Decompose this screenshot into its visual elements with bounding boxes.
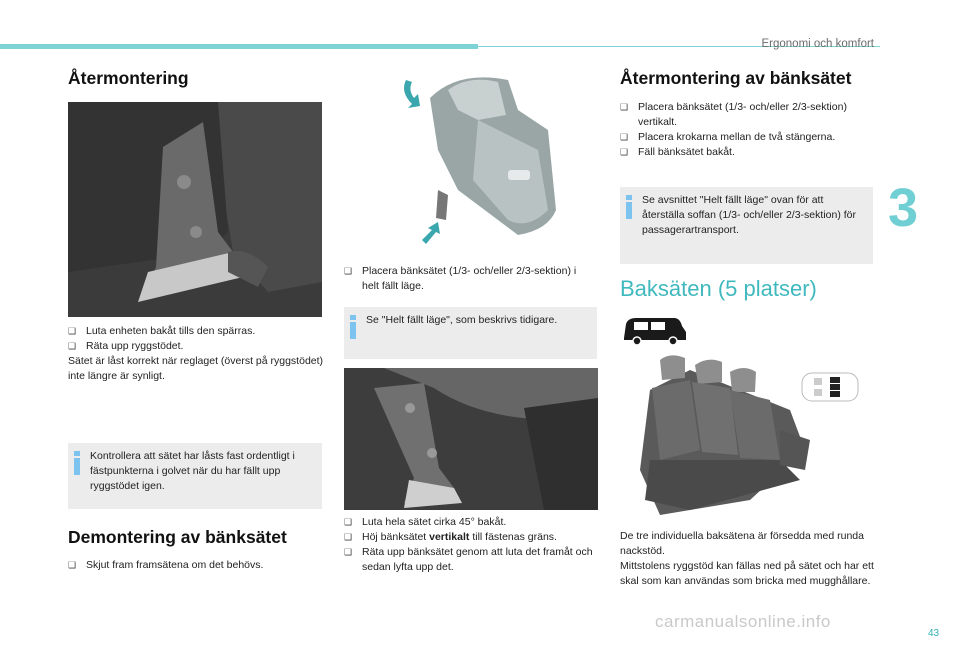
info-box-see-folded <box>344 307 597 359</box>
step-tilt-45: ❑ Luta hela sätet cirka 45° bakåt. <box>344 515 598 530</box>
info-text: Se avsnittet "Helt fällt läge" ovan för att återställa soffan (1/3- och/eller 2/3-sektion) för passagerartransport. <box>642 194 856 236</box>
heading-baksaten: Baksäten (5 platser) <box>620 276 817 301</box>
heading-demontering: Demontering av bänksätet <box>68 527 287 547</box>
step-lift-out: ❑ Räta upp bänksätet genom att luta det framåt och sedan lyfta upp det. <box>344 545 598 575</box>
heading-aatermontering: Återmontering <box>68 68 189 88</box>
step-slide-front-seats: ❑ Skjut fram framsätena om det behövs. <box>68 558 324 573</box>
car-silhouette-icon <box>620 314 690 346</box>
rear-seats-para1: De tre individuella baksätena är försedda med runda nackstöd. <box>620 530 864 557</box>
watermark: carmanualsonline.info <box>655 612 831 631</box>
info-icon <box>74 451 80 473</box>
heading-aatermontering-banksatet: Återmontering av bänksätet <box>620 68 852 88</box>
locked-note: Sätet är låst korrekt när reglaget (överst på ryggstödet) inte längre är synligt. <box>68 355 324 382</box>
step-tilt-back: ❑ Luta enheten bakåt tills den spärras. <box>68 324 324 339</box>
page-number: 43 <box>928 628 940 639</box>
lift-arrow-icon <box>422 222 440 244</box>
step-place-fully-folded: ❑ Placera bänksätet (1/3- och/eller 2/3-sektion) i helt fällt läge. <box>344 264 594 294</box>
info-text: Se "Helt fällt läge", som beskrivs tidigare. <box>366 314 558 326</box>
info-icon <box>350 315 356 337</box>
step-place-hooks: ❑ Placera krokarna mellan de två stängerna. <box>620 130 878 145</box>
section-title: Ergonomi och komfort <box>761 38 874 50</box>
header-accent-bar <box>0 44 478 49</box>
photo-seat-anchor <box>68 102 322 317</box>
illustration-folded-bench <box>398 70 568 260</box>
bench-bracket-illustration <box>344 368 598 510</box>
step-place-vertical: ❑ Placera bänksätet (1/3- och/eller 2/3-sektion) vertikalt. <box>620 100 878 130</box>
rear-seats-para2: Mittstolens ryggstöd kan fällas ned på sätet och har ett skal som kan användas som bricka med mugghållare. <box>620 560 874 587</box>
info-box-check-lock <box>68 443 322 509</box>
photo-bench-bracket <box>344 368 598 510</box>
seat-anchor-illustration <box>68 102 322 317</box>
illustration-rear-seats <box>630 350 815 520</box>
step-raise-vertical: ❑ Höj bänksätet vertikalt till fästenas gräns. <box>344 530 598 545</box>
info-icon <box>626 195 632 217</box>
info-box-restore <box>620 187 873 264</box>
step-fold-back: ❑ Fäll bänksätet bakåt. <box>620 145 878 160</box>
seat-layout-icon <box>800 370 860 404</box>
folded-bench-drawing <box>398 70 568 260</box>
rotate-arrow-icon <box>404 80 420 108</box>
step-raise-backrest: ❑ Räta upp ryggstödet. <box>68 339 324 354</box>
chapter-number: 3 <box>888 178 919 238</box>
info-text: Kontrollera att sätet har låsts fast ordentligt i fästpunkterna i golvet när du har fällt upp ryggstödet igen. <box>90 450 295 492</box>
